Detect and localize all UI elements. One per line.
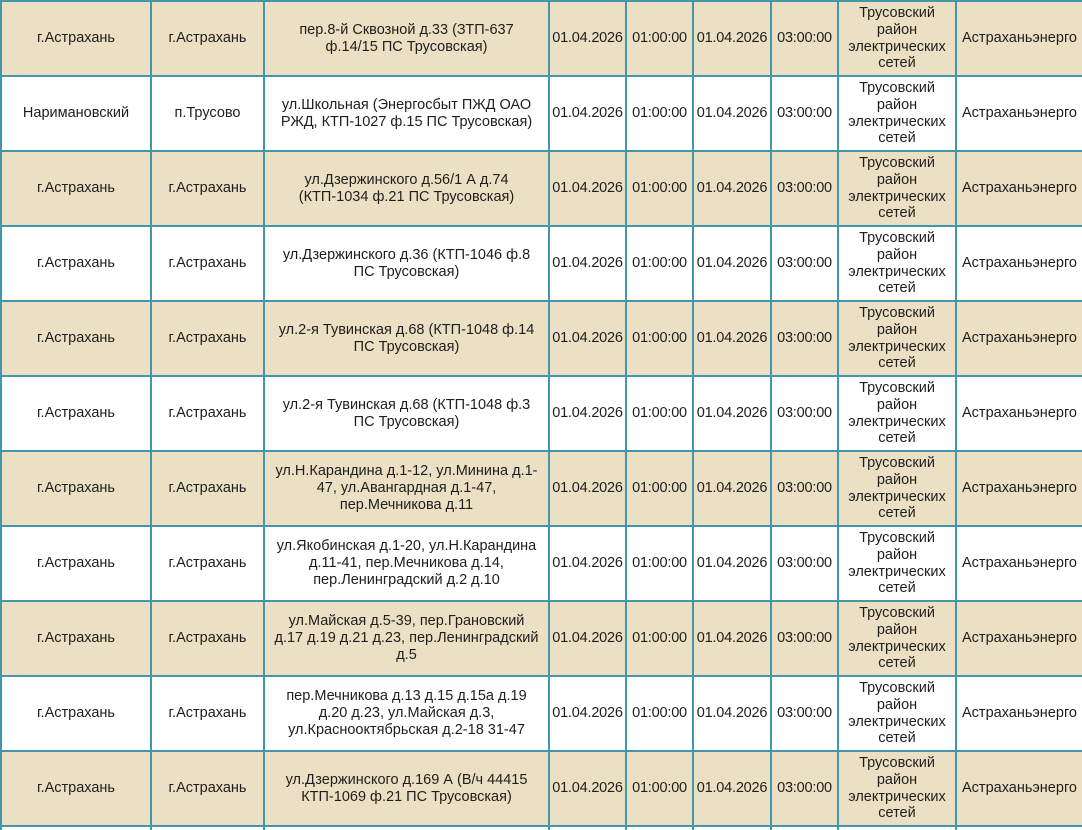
cell-start-time: 01:00:00 xyxy=(626,151,693,226)
cell-start-date: 01.04.2026 xyxy=(549,751,626,826)
cell-network-org: Трусовский район электрических сетей xyxy=(838,226,956,301)
table-row xyxy=(1,376,1082,451)
table-row xyxy=(1,151,1082,226)
cell-city: г.Астрахань xyxy=(151,376,264,451)
cell-energy-company: Астраханьэнерго xyxy=(956,751,1082,826)
cell-energy-company: Астраханьэнерго xyxy=(956,1,1082,76)
cell-energy-company: Астраханьэнерго xyxy=(956,526,1082,601)
cell-start-time: 01:00:00 xyxy=(626,601,693,676)
table-row xyxy=(1,676,1082,751)
table-row xyxy=(1,301,1082,376)
cell-start-time: 01:00:00 xyxy=(626,676,693,751)
cell-start-time: 01:00:00 xyxy=(626,76,693,151)
cell-address: ул.Дзержинского д.169 А (В/ч 44415 КТП-1069 ф.21 ПС Трусовская) xyxy=(264,751,549,826)
cell-start-date: 01.04.2026 xyxy=(549,301,626,376)
cell-network-org: Трусовский район электрических сетей xyxy=(838,751,956,826)
cell-network-org: Трусовский район электрических сетей xyxy=(838,451,956,526)
cell-network-org: Трусовский район электрических сетей xyxy=(838,601,956,676)
cell-end-date: 01.04.2026 xyxy=(693,376,771,451)
cell-start-date: 01.04.2026 xyxy=(549,451,626,526)
cell-start-time: 01:00:00 xyxy=(626,226,693,301)
cell-energy-company: Астраханьэнерго xyxy=(956,151,1082,226)
cell-district: г.Астрахань xyxy=(1,301,151,376)
cell-energy-company: Астраханьэнерго xyxy=(956,226,1082,301)
cell-start-date xyxy=(549,826,626,830)
cell-district: г.Астрахань xyxy=(1,1,151,76)
cell-end-time: 03:00:00 xyxy=(771,751,838,826)
cell-network-org: Трусовский район электрических сетей xyxy=(838,1,956,76)
cell-start-time: 01:00:00 xyxy=(626,451,693,526)
cell-district: г.Астрахань xyxy=(1,676,151,751)
cell-district: г.Астрахань xyxy=(1,601,151,676)
cell-start-date: 01.04.2026 xyxy=(549,376,626,451)
cell-end-date: 01.04.2026 xyxy=(693,151,771,226)
cell-end-time: 03:00:00 xyxy=(771,526,838,601)
cell-start-time xyxy=(626,826,693,830)
cell-start-date: 01.04.2026 xyxy=(549,1,626,76)
cell-start-time: 01:00:00 xyxy=(626,526,693,601)
cell-district: Наримановский xyxy=(1,76,151,151)
cell-address: пер.8-й Сквозной д.33 (ЗТП-637 ф.14/15 ПС Трусовская) xyxy=(264,1,549,76)
cell-address xyxy=(264,826,549,830)
cell-address: ул.Школьная (Энергосбыт ПЖД ОАО РЖД, КТП-1027 ф.15 ПС Трусовская) xyxy=(264,76,549,151)
cell-end-time: 03:00:00 xyxy=(771,376,838,451)
cell-city: г.Астрахань xyxy=(151,526,264,601)
cell-end-date: 01.04.2026 xyxy=(693,451,771,526)
cell-city: г.Астрахань xyxy=(151,301,264,376)
cell-address: ул.Дзержинского д.36 (КТП-1046 ф.8 ПС Трусовская) xyxy=(264,226,549,301)
cell-address: ул.Н.Карандина д.1-12, ул.Минина д.1-47, ул.Авангардная д.1-47, пер.Мечникова д.11 xyxy=(264,451,549,526)
cell-start-time: 01:00:00 xyxy=(626,751,693,826)
cell-start-time: 01:00:00 xyxy=(626,301,693,376)
cell-city: г.Астрахань xyxy=(151,226,264,301)
cell-end-date: 01.04.2026 xyxy=(693,601,771,676)
cell-start-time: 01:00:00 xyxy=(626,1,693,76)
table-row xyxy=(1,826,1082,830)
table-row xyxy=(1,226,1082,301)
cell-address: ул.Дзержинского д.56/1 А д.74 (КТП-1034 ф.21 ПС Трусовская) xyxy=(264,151,549,226)
table-row xyxy=(1,751,1082,826)
cell-energy-company: Астраханьэнерго xyxy=(956,601,1082,676)
cell-end-time: 03:00:00 xyxy=(771,151,838,226)
cell-energy-company: Астраханьэнерго xyxy=(956,76,1082,151)
cell-city: г.Астрахань xyxy=(151,1,264,76)
cell-address: пер.Мечникова д.13 д.15 д.15а д.19 д.20 д.23, ул.Майская д.3, ул.Краснооктябрьская д.2-18 31-47 xyxy=(264,676,549,751)
cell-start-date: 01.04.2026 xyxy=(549,76,626,151)
cell-district: г.Астрахань xyxy=(1,226,151,301)
cell-end-date: 01.04.2026 xyxy=(693,751,771,826)
cell-network-org: Трусовский район электрических сетей xyxy=(838,376,956,451)
cell-end-date: 01.04.2026 xyxy=(693,76,771,151)
table-row xyxy=(1,76,1082,151)
cell-district: г.Астрахань xyxy=(1,451,151,526)
cell-end-time: 03:00:00 xyxy=(771,451,838,526)
table-row xyxy=(1,601,1082,676)
cell-end-date xyxy=(693,826,771,830)
cell-network-org: Трусовский район электрических сетей xyxy=(838,151,956,226)
cell-start-date: 01.04.2026 xyxy=(549,526,626,601)
cell-address: ул.Якобинская д.1-20, ул.Н.Карандина д.11-41, пер.Мечникова д.14, пер.Ленинградский д.2 д.10 xyxy=(264,526,549,601)
cell-end-time: 03:00:00 xyxy=(771,601,838,676)
cell-district: г.Астрахань xyxy=(1,526,151,601)
outage-table-body xyxy=(1,1,1082,830)
cell-address: ул.Майская д.5-39, пер.Грановский д.17 д.19 д.21 д.23, пер.Ленинградский д.5 xyxy=(264,601,549,676)
cell-district xyxy=(1,826,151,830)
cell-start-date: 01.04.2026 xyxy=(549,151,626,226)
cell-start-time: 01:00:00 xyxy=(626,376,693,451)
cell-start-date: 01.04.2026 xyxy=(549,226,626,301)
cell-city: г.Астрахань xyxy=(151,751,264,826)
cell-energy-company: Астраханьэнерго xyxy=(956,301,1082,376)
cell-address: ул.2-я Тувинская д.68 (КТП-1048 ф.3 ПС Трусовская) xyxy=(264,376,549,451)
cell-network-org: Трусовский район электрических сетей xyxy=(838,76,956,151)
cell-city: г.Астрахань xyxy=(151,151,264,226)
table-row xyxy=(1,526,1082,601)
cell-end-time: 03:00:00 xyxy=(771,676,838,751)
table-row xyxy=(1,451,1082,526)
cell-district: г.Астрахань xyxy=(1,751,151,826)
cell-network-org: Трусовский район электрических сетей xyxy=(838,676,956,751)
cell-energy-company xyxy=(956,826,1082,830)
cell-network-org xyxy=(838,826,956,830)
cell-city: п.Трусово xyxy=(151,76,264,151)
cell-start-date: 01.04.2026 xyxy=(549,601,626,676)
cell-network-org: Трусовский район электрических сетей xyxy=(838,526,956,601)
cell-city xyxy=(151,826,264,830)
cell-end-time xyxy=(771,826,838,830)
cell-energy-company: Астраханьэнерго xyxy=(956,451,1082,526)
cell-network-org: Трусовский район электрических сетей xyxy=(838,301,956,376)
cell-end-date: 01.04.2026 xyxy=(693,526,771,601)
cell-end-time: 03:00:00 xyxy=(771,226,838,301)
cell-end-date: 01.04.2026 xyxy=(693,1,771,76)
cell-end-date: 01.04.2026 xyxy=(693,301,771,376)
cell-energy-company: Астраханьэнерго xyxy=(956,676,1082,751)
table-row xyxy=(1,1,1082,76)
cell-district: г.Астрахань xyxy=(1,376,151,451)
cell-city: г.Астрахань xyxy=(151,601,264,676)
cell-end-date: 01.04.2026 xyxy=(693,676,771,751)
cell-end-time: 03:00:00 xyxy=(771,301,838,376)
cell-district: г.Астрахань xyxy=(1,151,151,226)
cell-start-date: 01.04.2026 xyxy=(549,676,626,751)
cell-address: ул.2-я Тувинская д.68 (КТП-1048 ф.14 ПС Трусовская) xyxy=(264,301,549,376)
cell-energy-company: Астраханьэнерго xyxy=(956,376,1082,451)
cell-end-time: 03:00:00 xyxy=(771,1,838,76)
cell-end-date: 01.04.2026 xyxy=(693,226,771,301)
cell-end-time: 03:00:00 xyxy=(771,76,838,151)
cell-city: г.Астрахань xyxy=(151,451,264,526)
cell-city: г.Астрахань xyxy=(151,676,264,751)
